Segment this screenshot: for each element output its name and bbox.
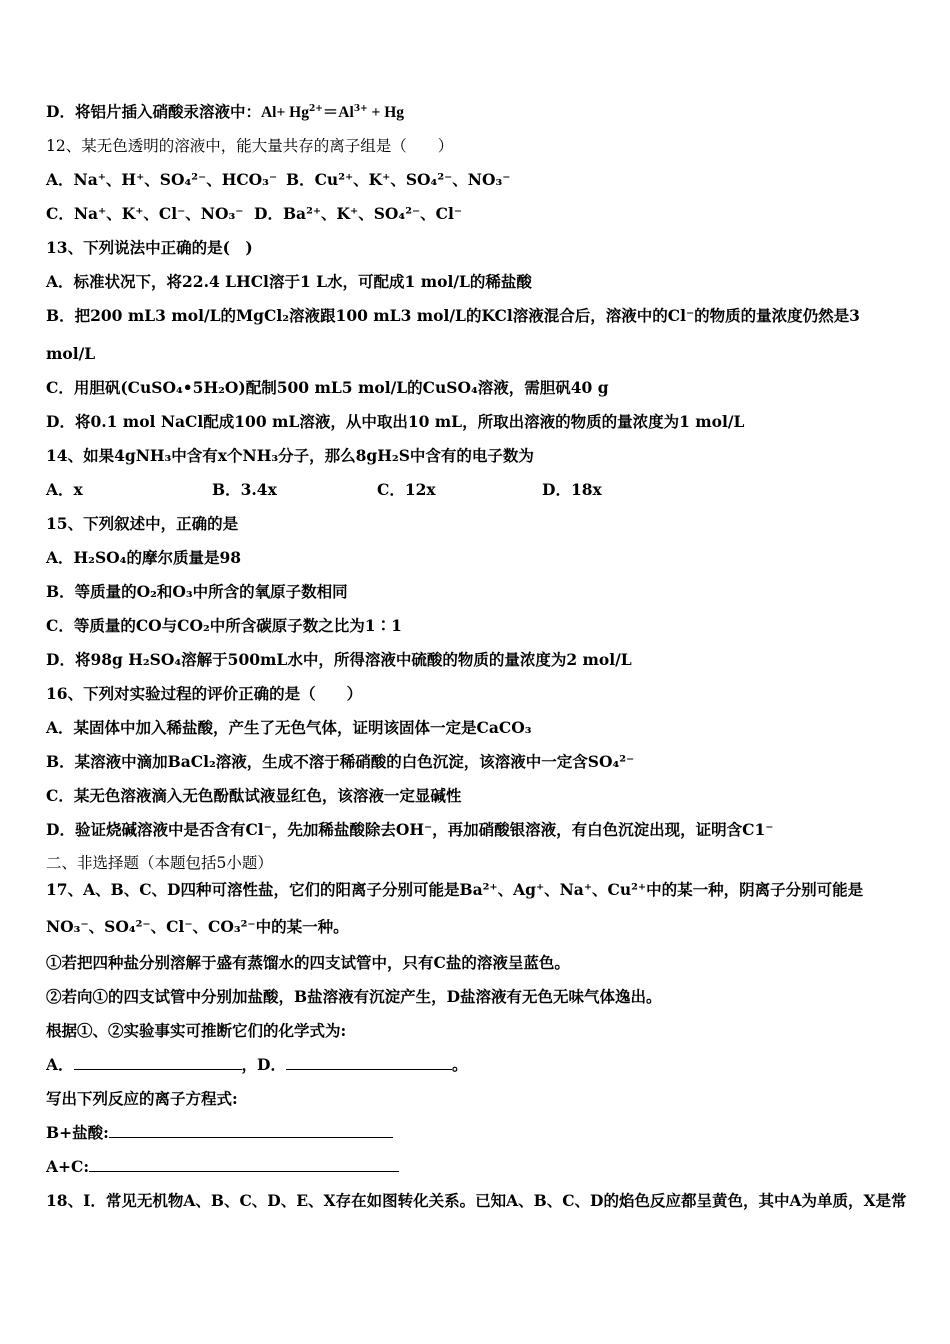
q17-stem-line2: NO₃⁻、SO₄²⁻、Cl⁻、CO₃²⁻中的某一种。 bbox=[46, 917, 349, 936]
q14-option-c: C．12x bbox=[377, 480, 436, 499]
section-heading: 二、非选择题（本题包括5小题） bbox=[46, 854, 273, 872]
q16-option-c: C．某无色溶液滴入无色酚酞试液显红色，该溶液一定显碱性 bbox=[46, 786, 462, 805]
q17-blank-end: 。 bbox=[451, 1055, 468, 1074]
q17-b-hcl-blank[interactable] bbox=[109, 1123, 393, 1138]
q13-option-c: C．用胆矾(CuSO₄•5H₂O)配制500 mL5 mol/L的CuSO₄溶液，需胆矾40 g bbox=[46, 378, 609, 397]
q16-option-a: A．某固体中加入稀盐酸，产生了无色气体，证明该固体一定是CaCO₃ bbox=[46, 718, 532, 737]
q12-option-b: B．Cu²⁺、K⁺、SO₄²⁻、NO₃⁻ bbox=[286, 170, 511, 189]
q13-option-a: A．标准状况下，将22.4 LHCl溶于1 L水，可配成1 mol/L的稀盐酸 bbox=[46, 272, 532, 291]
q17-blank-d-label: ，D． bbox=[241, 1055, 286, 1074]
q12-option-d: D．Ba²⁺、K⁺、SO₄²⁻、Cl⁻ bbox=[254, 204, 463, 223]
q16-option-b: B．某溶液中滴加BaCl₂溶液，生成不溶于稀硝酸的白色沉淀，该溶液中一定含SO₄²⁻ bbox=[46, 752, 635, 771]
q17-a-c-label: A+C: bbox=[46, 1157, 90, 1176]
q12-option-a: A．Na⁺、H⁺、SO₄²⁻、HCO₃⁻ bbox=[46, 170, 278, 189]
q16-option-d: D．验证烧碱溶液中是否含有Cl⁻，先加稀盐酸除去OH⁻，再加硝酸银溶液，有白色沉淀出现，证明含C1⁻ bbox=[46, 820, 774, 839]
q15-option-c: C．等质量的CO与CO₂中所含碳原子数之比为1∶1 bbox=[46, 616, 402, 635]
q18-stem: 18、I．常见无机物A、B、C、D、E、X存在如图转化关系。已知A、B、C、D的焰色反应都呈黄色，其中A为单质，X是常 bbox=[46, 1191, 907, 1210]
q11-equation-part1: Al+ Hg bbox=[260, 104, 309, 121]
q17-a-c-blank[interactable] bbox=[89, 1157, 399, 1172]
q14-stem: 14、如果4gNH₃中含有x个NH₃分子，那么8gH₂S中含有的电子数为 bbox=[46, 446, 534, 465]
q13-option-b-line1: B．把200 mL3 mol/L的MgCl₂溶液跟100 mL3 mol/L的KCl溶液混合后，溶液中的Cl⁻的物质的量浓度仍然是3 bbox=[46, 306, 860, 325]
q14-option-a: A．x bbox=[46, 480, 83, 499]
q12-option-c: C．Na⁺、K⁺、Cl⁻、NO₃⁻ bbox=[46, 204, 244, 223]
q15-option-a: A．H₂SO₄的摩尔质量是98 bbox=[46, 548, 242, 567]
q17-write-prompt: 写出下列反应的离子方程式: bbox=[46, 1089, 238, 1108]
q17-b-hcl-row bbox=[46, 1123, 393, 1143]
q13-option-b-line2: mol/L bbox=[46, 344, 96, 363]
q13-option-d: D．将0.1 mol NaCl配成100 mL溶液，从中取出10 mL，所取出溶液的物质的量浓度为1 mol/L bbox=[46, 412, 745, 431]
q11-option-d bbox=[46, 102, 404, 123]
q14-option-b: B．3.4x bbox=[212, 480, 277, 499]
q11-equation-part3: + Hg bbox=[367, 104, 405, 121]
q17-blank-a[interactable] bbox=[74, 1055, 242, 1070]
q15-stem: 15、下列叙述中，正确的是 bbox=[46, 514, 239, 533]
q11-option-d-text: 将铝片插入硝酸汞溶液中： bbox=[74, 102, 261, 121]
q17-stem-line1: 17、A、B、C、D四种可溶性盐，它们的阳离子分别可能是Ba²⁺、Ag⁺、Na⁺、Cu²⁺中的某一种，阴离子分别可能是 bbox=[46, 880, 864, 899]
q12-options-row1 bbox=[46, 170, 511, 190]
q14-option-d: D．18x bbox=[542, 480, 602, 499]
q17-condition-2: ②若向①的四支试管中分别加盐酸，B盐溶液有沉淀产生，D盐溶液有无色无味气体逸出。 bbox=[46, 987, 662, 1006]
q17-blank-a-label: A． bbox=[46, 1055, 74, 1074]
q17-answer-row bbox=[46, 1055, 468, 1075]
q13-stem: 13、下列说法中正确的是( ) bbox=[46, 238, 253, 257]
q11-equation-sup2: 3+ bbox=[353, 103, 368, 114]
q17-blank-d[interactable] bbox=[286, 1055, 452, 1070]
q15-option-d: D．将98g H₂SO₄溶解于500mL水中，所得溶液中硫酸的物质的量浓度为2 mol/L bbox=[46, 650, 632, 669]
q11-equation-part2: ＝Al bbox=[322, 104, 354, 121]
q11-equation-sup1: 2+ bbox=[308, 103, 323, 114]
q17-b-hcl-label: B+盐酸: bbox=[46, 1123, 109, 1142]
q17-a-c-row bbox=[46, 1157, 399, 1177]
q17-question: 根据①、②实验事实可推断它们的化学式为: bbox=[46, 1021, 347, 1040]
q16-stem: 16、下列对实验过程的评价正确的是（ ） bbox=[46, 684, 363, 703]
q11-option-d-label: D． bbox=[46, 102, 75, 121]
q12-options-row2 bbox=[46, 204, 463, 224]
q15-option-b: B．等质量的O₂和O₃中所含的氧原子数相同 bbox=[46, 582, 348, 601]
q12-stem: 12、某无色透明的溶液中，能大量共存的离子组是（ ） bbox=[46, 137, 454, 155]
q17-condition-1: ①若把四种盐分别溶解于盛有蒸馏水的四支试管中，只有C盐的溶液呈蓝色。 bbox=[46, 953, 570, 972]
